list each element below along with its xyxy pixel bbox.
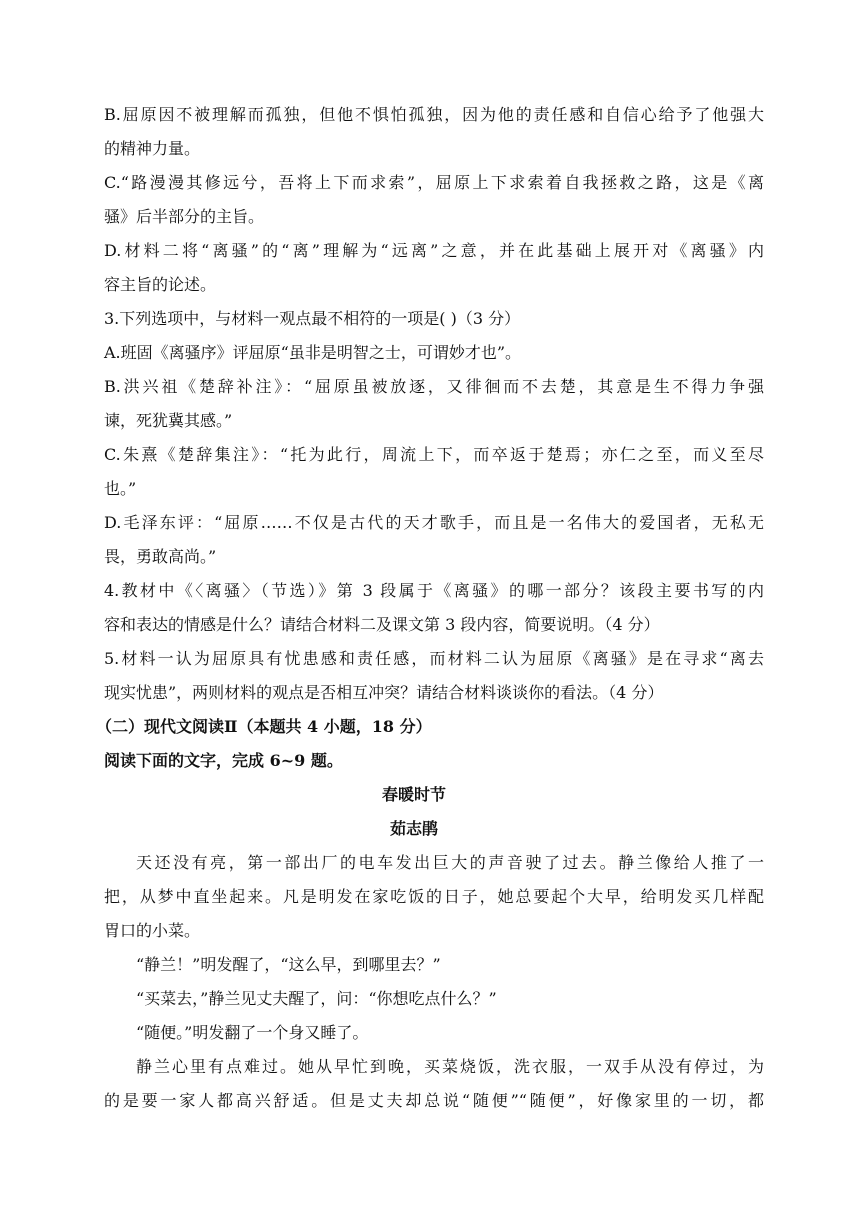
option-b-line-1: B.屈原因不被理解而孤独，但他不惧怕孤独，因为他的责任感和自信心给予了他强大 (104, 105, 764, 124)
story-paragraph-1-line-2: 把，从梦中直坐起来。凡是明发在家吃饭的日子，她总要起个大早，给明发买几样配 (104, 887, 764, 906)
question-4-line-2: 容和表达的情感是什么？请结合材料二及课文第 3 段内容，简要说明。（4 分） (104, 615, 660, 634)
q3-option-b-line-2: 谏，死犹冀其感。” (104, 411, 233, 430)
option-b-line-2: 的精神力量。 (104, 139, 201, 158)
reading-instruction: 阅读下面的文字，完成 6~9 题。 (104, 751, 343, 770)
option-d-line-2: 容主旨的论述。 (104, 275, 217, 294)
story-title: 春暖时节 (381, 785, 446, 804)
story-dialogue-3: “随便。”明发翻了一个身又睡了。 (136, 1023, 369, 1042)
option-c-line-2: 骚》后半部分的主旨。 (104, 207, 265, 226)
question-5-line-1: 5.材料一认为屈原具有忧患感和责任感，而材料二认为屈原《离骚》是在寻求“离去 (104, 649, 764, 668)
story-paragraph-2-line-2: 的是要一家人都高兴舒适。但是丈夫却总说“随便”“随便”，好像家里的一切，都 (104, 1091, 764, 1110)
question-4-line-1: 4.教材中《〈离骚〉（节选）》第 3 段属于《离骚》的哪一部分？该段主要书写的内 (104, 581, 764, 600)
q3-option-a: A.班固《离骚序》评屈原“虽非是明智之士，可谓妙才也”。 (104, 343, 522, 362)
story-paragraph-1-line-3: 胃口的小菜。 (104, 921, 201, 940)
story-dialogue-1: “静兰！”明发醒了，“这么早，到哪里去？” (136, 955, 441, 974)
question-3: 3.下列选项中，与材料一观点最不相符的一项是( )（3 分） (104, 309, 521, 328)
story-paragraph-2-line-1: 静兰心里有点难过。她从早忙到晚，买菜烧饭，洗衣服，一双手从没有停过，为 (136, 1057, 764, 1076)
q3-option-c-line-2: 也。” (104, 479, 137, 498)
section-heading: （二）现代文阅读Ⅱ（本题共 4 小题，18 分） (96, 717, 432, 736)
question-5-line-2: 现实忧患”，两则材料的观点是否相互冲突？请结合材料谈谈你的看法。（4 分） (104, 683, 664, 702)
story-paragraph-1-line-1: 天还没有亮，第一部出厂的电车发出巨大的声音驶了过去。静兰像给人推了一 (136, 853, 764, 872)
option-d-line-1: D.材料二将“离骚”的“离”理解为“远离”之意，并在此基础上展开对《离骚》内 (104, 241, 764, 260)
q3-option-d-line-2: 畏，勇敢高尚。” (104, 547, 217, 566)
q3-option-d-line-1: D.毛泽东评：“屈原……不仅是古代的天才歌手，而且是一名伟大的爱国者，无私无 (104, 513, 764, 532)
story-dialogue-2: “买菜去，”静兰见丈夫醒了，问：“你想吃点什么？” (136, 989, 497, 1008)
q3-option-c-line-1: C.朱熹《楚辞集注》：“托为此行，周流上下，而卒返于楚焉；亦仁之至，而义至尽 (104, 445, 764, 464)
option-c-line-1: C.“路漫漫其修远兮，吾将上下而求索”，屈原上下求索着自我拯救之路，这是《离 (104, 173, 764, 192)
q3-option-b-line-1: B.洪兴祖《楚辞补注》：“屈原虽被放逐，又徘徊而不去楚，其意是生不得力争强 (104, 377, 764, 396)
story-author: 茹志鹃 (389, 819, 438, 838)
